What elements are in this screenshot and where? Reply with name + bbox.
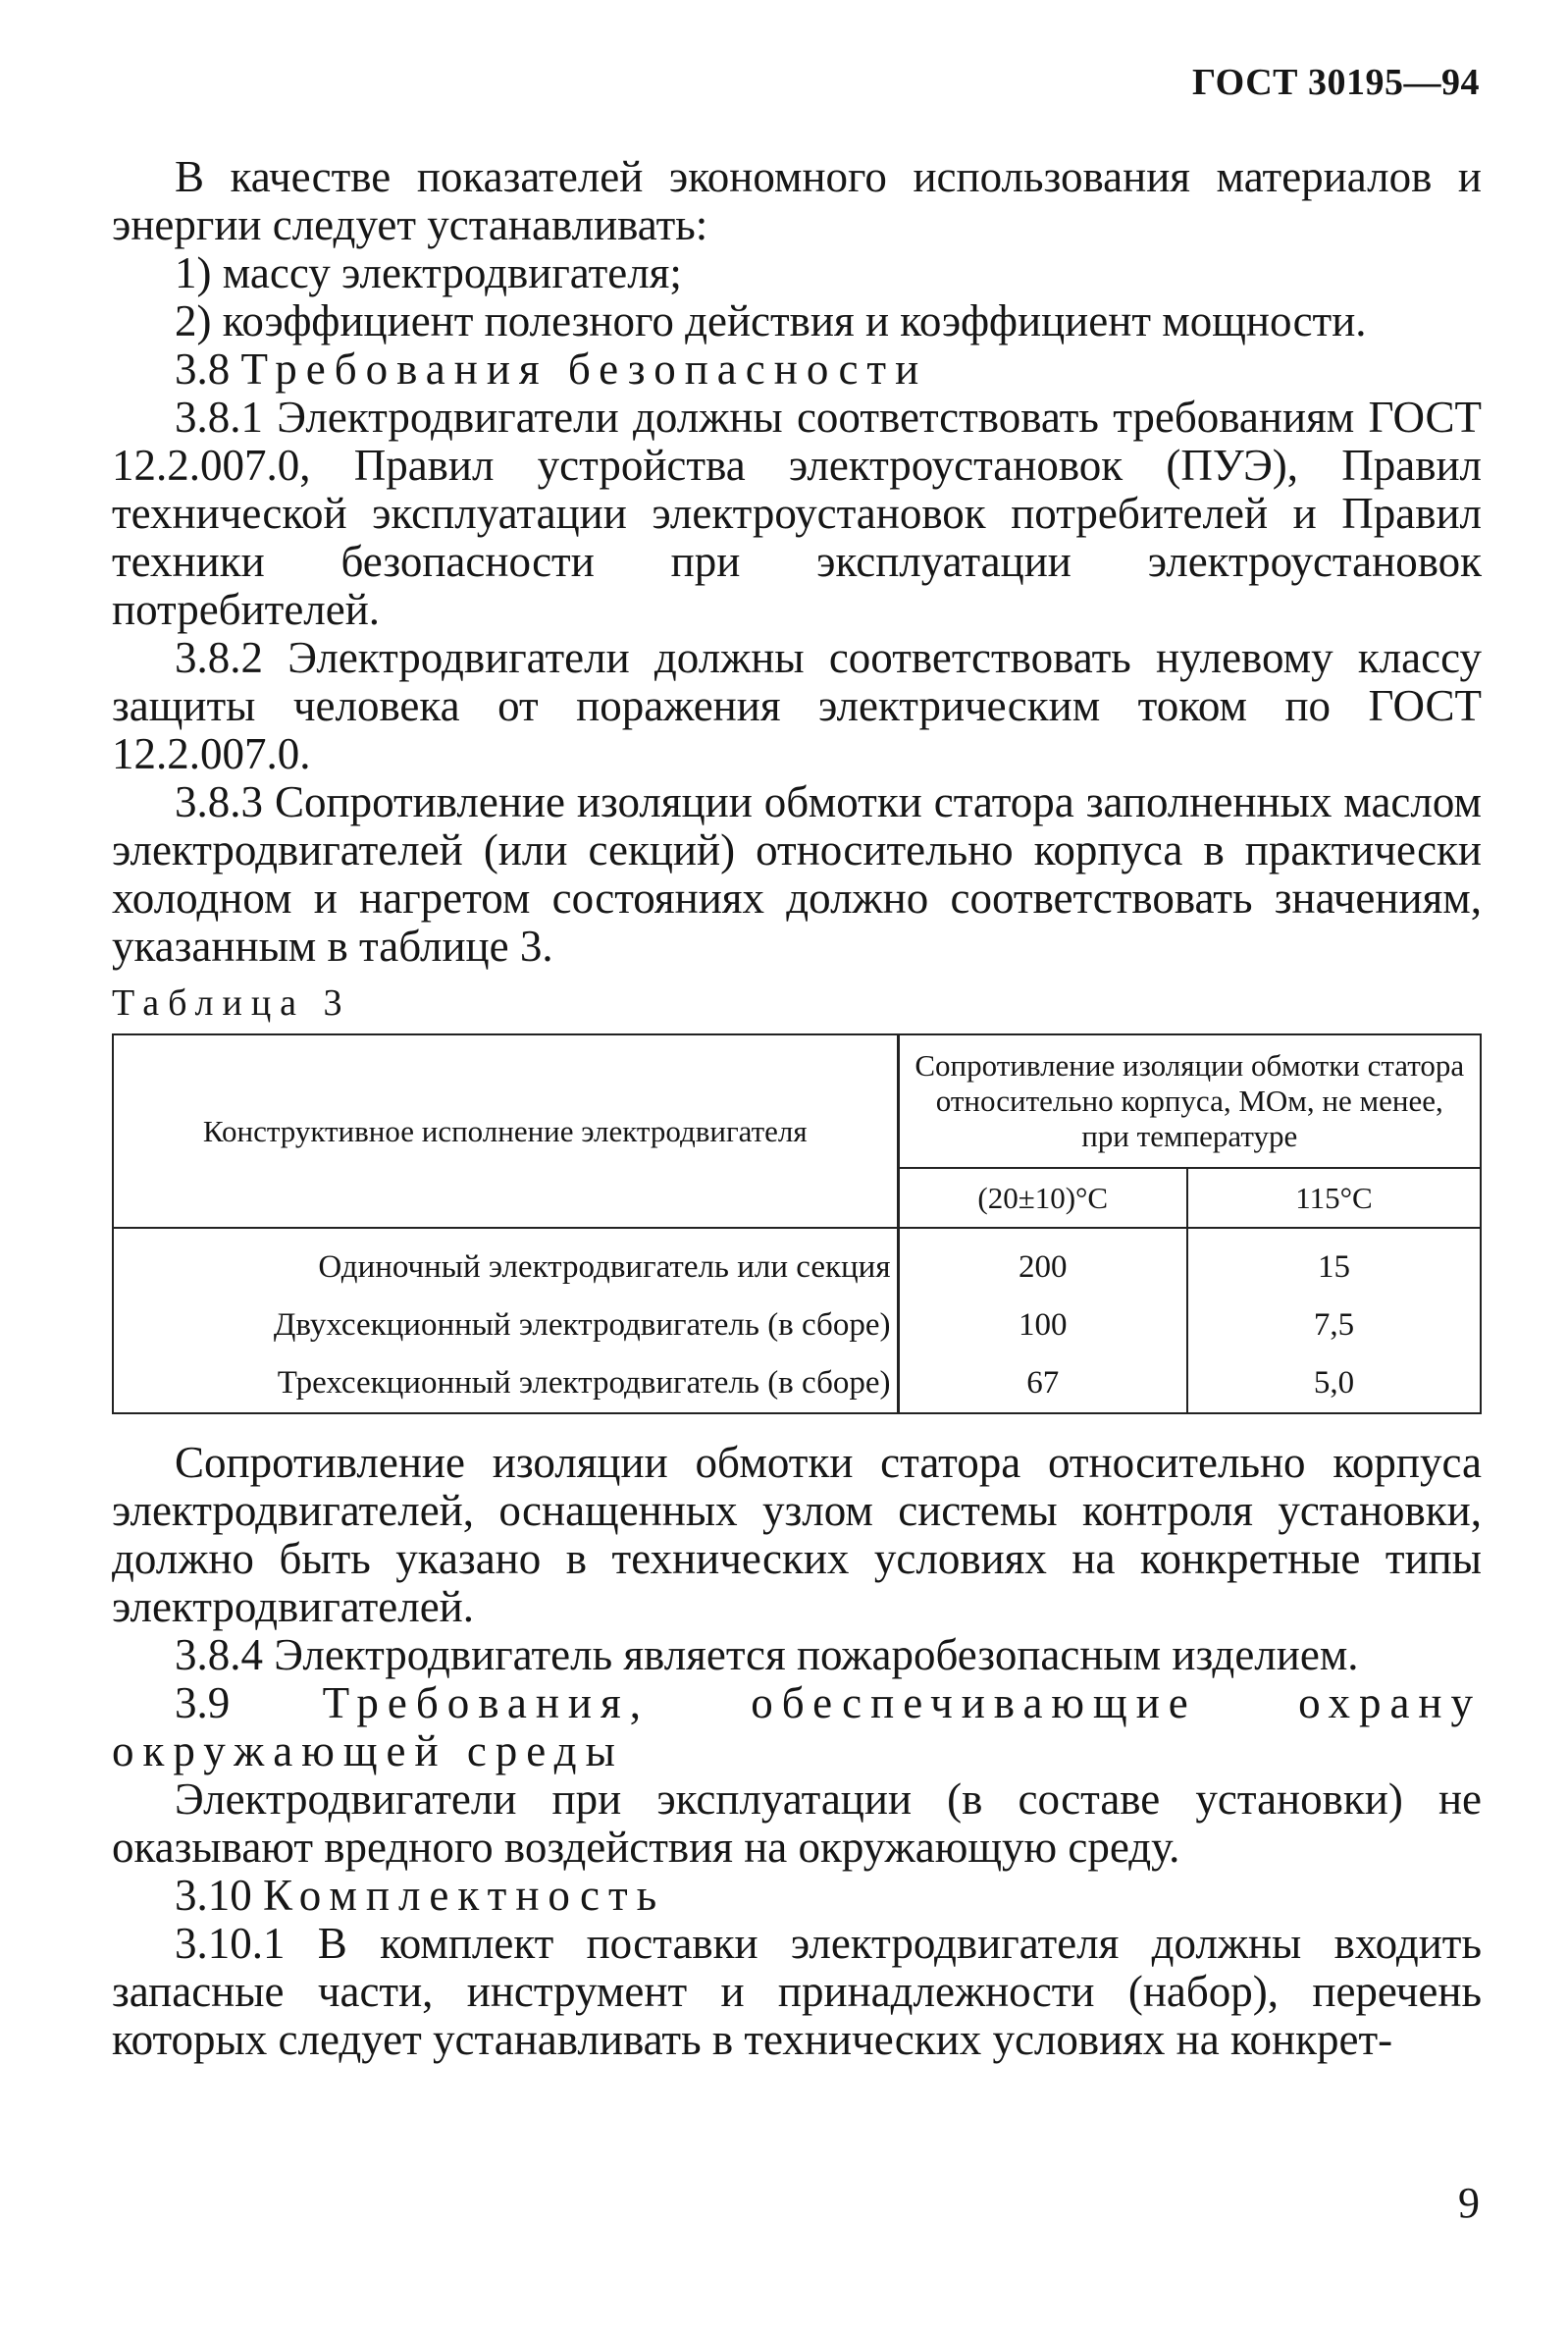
top-text-block bbox=[112, 153, 1482, 971]
table-row bbox=[113, 1297, 1481, 1354]
bottom-text-block bbox=[112, 1439, 1482, 2064]
table-cell-hot: 5,0 bbox=[1187, 1354, 1481, 1413]
list-item-efficiency: 2) коэффициент полезного действия и коэффициент мощности. bbox=[175, 296, 1367, 345]
paragraph-3-8-4: 3.8.4 Электродвигатель является пожаробезопасным изделием. bbox=[175, 1630, 1359, 1679]
section-heading-3-9 bbox=[112, 1679, 1482, 1775]
list-item-mass: 1) массу электродвигателя; bbox=[175, 248, 682, 297]
page-number: 9 bbox=[1458, 2179, 1480, 2227]
table-cell-hot: 7,5 bbox=[1187, 1297, 1481, 1354]
table-header-design: Конструктивное исполнение электродвигателя bbox=[113, 1034, 898, 1228]
section-title: Требования, обеспечивающие охрану окружающей среды bbox=[112, 1678, 1482, 1775]
document-header: ГОСТ 30195—94 bbox=[1191, 62, 1480, 103]
table-cell-design: Трехсекционный электродвигатель (в сборе) bbox=[113, 1354, 898, 1413]
table-cell-design: Одиночный электродвигатель или секция bbox=[113, 1228, 898, 1297]
paragraph-resistance-note: Сопротивление изоляции обмотки статора относительно корпуса электродвигателей, оснащенных узлом системы контроля установки, должно быть указано в технических условиях на конкретные типы электродвигателей. bbox=[112, 1438, 1482, 1631]
resistance-table bbox=[112, 1033, 1482, 1414]
table-cell-cold: 200 bbox=[898, 1228, 1187, 1297]
table-header-resistance: Сопротивление изоляции обмотки статора относительно корпуса, МОм, не менее, при температуре bbox=[898, 1034, 1481, 1168]
paragraph-3-8-3: 3.8.3 Сопротивление изоляции обмотки статора заполненных маслом электродвигателей (или секций) относительно корпуса в практически холодном и нагретом состояниях должно соответствовать значениям, указанным в таблице 3. bbox=[112, 777, 1482, 971]
section-title: Требования безопасности bbox=[240, 344, 928, 394]
section-number: 3.10 bbox=[175, 1871, 252, 1920]
table-cell-hot: 15 bbox=[1187, 1228, 1481, 1297]
table-row bbox=[113, 1228, 1481, 1297]
paragraph-3-8-2: 3.8.2 Электродвигатели должны соответствовать нулевому классу защиты человека от поражения электрическим током по ГОСТ 12.2.007.0. bbox=[112, 633, 1482, 778]
table-caption: Таблица 3 bbox=[112, 982, 351, 1024]
table-cell-cold: 67 bbox=[898, 1354, 1187, 1413]
table-row bbox=[113, 1354, 1481, 1413]
table-cell-cold: 100 bbox=[898, 1297, 1187, 1354]
paragraph-3-10-1: 3.10.1 В комплект поставки электродвигателя должны входить запасные части, инструмент и принадлежности (набор), перечень которых следует устанавливать в технических условиях на конкрет- bbox=[112, 1919, 1482, 2064]
paragraph-indicators: В качестве показателей экономного использования материалов и энергии следует устанавливать: bbox=[112, 152, 1482, 249]
section-heading-3-8 bbox=[112, 345, 1482, 394]
table-header-temp-cold: (20±10)°C bbox=[898, 1168, 1187, 1228]
paragraph-3-8-1: 3.8.1 Электродвигатели должны соответствовать требованиям ГОСТ 12.2.007.0, Правил устройства электроустановок (ПУЭ), Правил технической эксплуатации электроустановок потребителей и Правил техники безопасности при эксплуатации электроустановок потребителей. bbox=[112, 393, 1482, 634]
table-cell-design: Двухсекционный электродвигатель (в сборе) bbox=[113, 1297, 898, 1354]
paragraph-3-9: Электродвигатели при эксплуатации (в составе установки) не оказывают вредного воздействия на окружающую среду. bbox=[112, 1774, 1482, 1872]
section-title: Комплектность bbox=[263, 1871, 666, 1920]
section-number: 3.9 bbox=[175, 1678, 231, 1727]
table-header-temp-hot: 115°C bbox=[1187, 1168, 1481, 1228]
section-heading-3-10 bbox=[112, 1872, 1482, 1920]
section-number: 3.8 bbox=[175, 344, 231, 394]
